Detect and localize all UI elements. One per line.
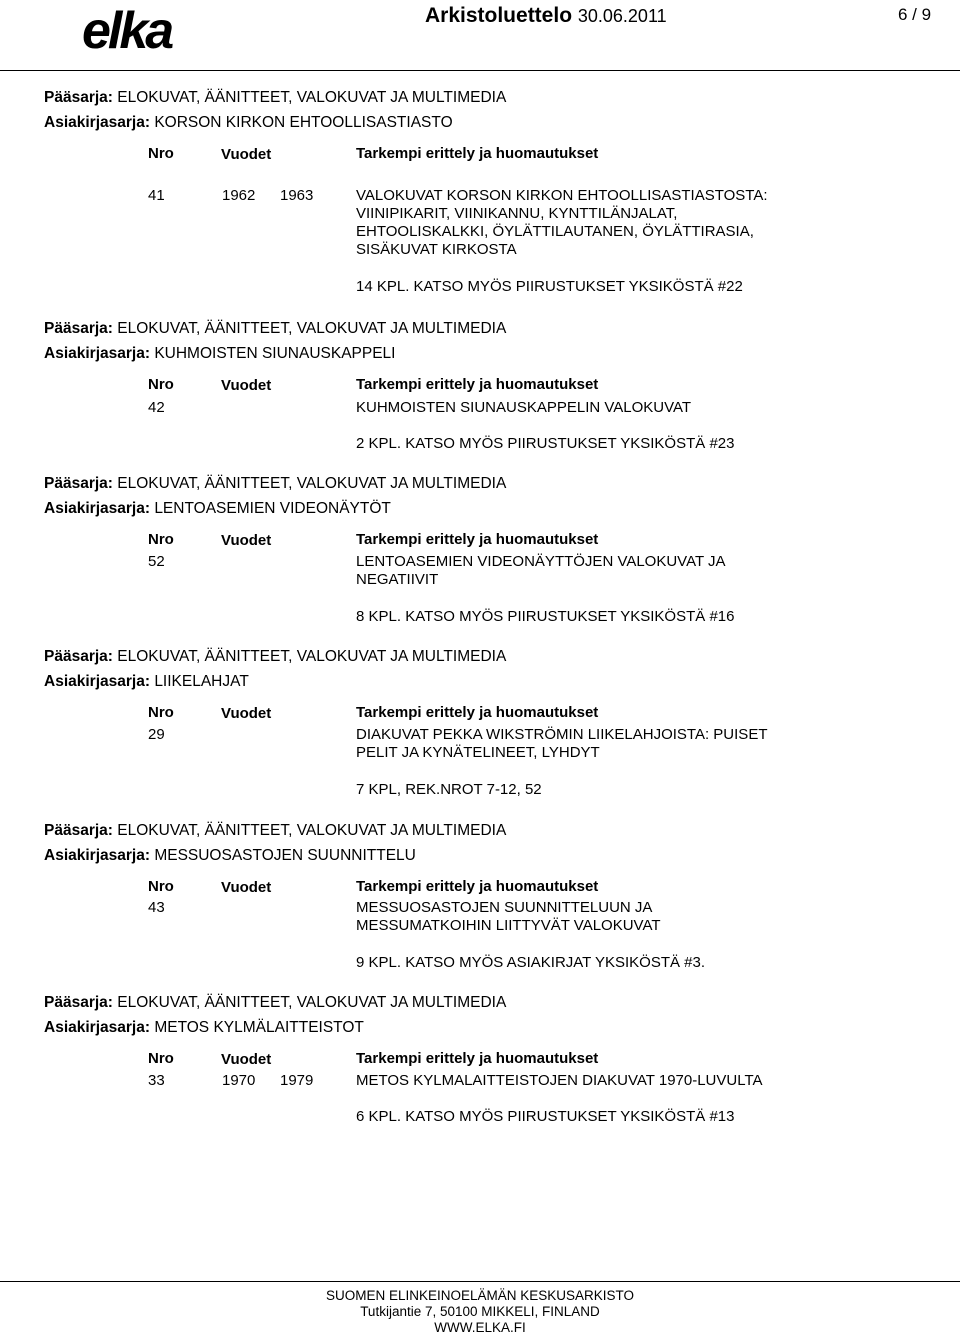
- sub-series-label: Asiakirjasarja:: [44, 673, 150, 690]
- sub-series-value: METOS KYLMÄLAITTEISTOT: [154, 1019, 364, 1036]
- sub-series-value: KORSON KIRKON EHTOOLLISASTIASTO: [154, 114, 453, 131]
- main-series-line: [44, 822, 506, 840]
- item-note: 6 KPL. KATSO MYÖS PIIRUSTUKSET YKSIKÖSTÄ #13: [356, 1108, 735, 1125]
- item-note: 9 KPL. KATSO MYÖS ASIAKIRJAT YKSIKÖSTÄ #3.: [356, 954, 706, 971]
- footer-website: WWW.ELKA.FI: [434, 1320, 526, 1335]
- document-title: [425, 4, 667, 28]
- sub-series-line: [44, 847, 416, 865]
- item-number: 43: [148, 899, 165, 916]
- sub-series-value: LIIKELAHJAT: [154, 673, 249, 690]
- column-header-nro: Nro: [148, 878, 174, 895]
- main-series-value: ELOKUVAT, ÄÄNITTEET, VALOKUVAT JA MULTIMEDIA: [117, 89, 507, 106]
- header-divider: [0, 70, 960, 71]
- main-series-value: ELOKUVAT, ÄÄNITTEET, VALOKUVAT JA MULTIMEDIA: [117, 822, 507, 839]
- description-line: DIAKUVAT PEKKA WIKSTRÖMIN LIIKELAHJOISTA: PUISET: [356, 726, 768, 743]
- column-header-details: Tarkempi erittely ja huomautukset: [356, 1050, 599, 1067]
- item-number: 33: [148, 1072, 165, 1089]
- year-start: 1970: [222, 1072, 256, 1089]
- description-line: VIINIPIKARIT, VIINIKANNU, KYNTTILÄNJALAT,: [356, 205, 678, 222]
- page-number: 6 / 9: [898, 5, 932, 24]
- column-header-years: Vuodet: [221, 146, 272, 163]
- sub-series-line: [44, 1019, 364, 1037]
- main-series-line: [44, 648, 506, 666]
- column-header-nro: Nro: [148, 704, 174, 721]
- item-note: 2 KPL. KATSO MYÖS PIIRUSTUKSET YKSIKÖSTÄ #23: [356, 435, 735, 452]
- column-header-details: Tarkempi erittely ja huomautukset: [356, 531, 599, 548]
- item-number: 52: [148, 553, 165, 570]
- sub-series-label: Asiakirjasarja:: [44, 500, 150, 517]
- year-end: 1963: [280, 187, 314, 204]
- main-series-value: ELOKUVAT, ÄÄNITTEET, VALOKUVAT JA MULTIMEDIA: [117, 648, 507, 665]
- description-line: KUHMOISTEN SIUNAUSKAPPELIN VALOKUVAT: [356, 399, 692, 416]
- footer-divider: [0, 1281, 960, 1282]
- column-header-nro: Nro: [148, 376, 174, 393]
- column-header-years: Vuodet: [221, 532, 272, 549]
- column-header-details: Tarkempi erittely ja huomautukset: [356, 878, 599, 895]
- column-header-details: Tarkempi erittely ja huomautukset: [356, 145, 599, 162]
- main-series-line: [44, 320, 506, 338]
- column-header-nro: Nro: [148, 145, 174, 162]
- description-line: NEGATIIVIT: [356, 571, 439, 588]
- column-header-years: Vuodet: [221, 1051, 272, 1068]
- svg-text:elka: elka: [82, 6, 172, 56]
- main-series-label: Pääsarja:: [44, 822, 113, 839]
- item-number: 29: [148, 726, 165, 743]
- page-footer: [0, 1288, 960, 1336]
- column-header-details: Tarkempi erittely ja huomautukset: [356, 704, 599, 721]
- year-end: 1979: [280, 1072, 314, 1089]
- main-series-value: ELOKUVAT, ÄÄNITTEET, VALOKUVAT JA MULTIMEDIA: [117, 994, 507, 1011]
- sub-series-line: [44, 500, 391, 518]
- column-header-details: Tarkempi erittely ja huomautukset: [356, 376, 599, 393]
- column-header-years: Vuodet: [221, 377, 272, 394]
- sub-series-label: Asiakirjasarja:: [44, 847, 150, 864]
- main-series-line: [44, 89, 506, 107]
- main-series-value: ELOKUVAT, ÄÄNITTEET, VALOKUVAT JA MULTIMEDIA: [117, 320, 507, 337]
- description-line: MESSUOSASTOJEN SUUNNITTELUUN JA: [356, 899, 653, 916]
- description-line: METOS KYLMALAITTEISTOJEN DIAKUVAT 1970-LUVULTA: [356, 1072, 763, 1089]
- description-line: PELIT JA KYNÄTELINEET, LYHDYT: [356, 744, 600, 761]
- main-series-label: Pääsarja:: [44, 475, 113, 492]
- page-header: [0, 0, 960, 74]
- document-title-text: Arkistoluettelo: [425, 4, 573, 27]
- footer-organization: SUOMEN ELINKEINOELÄMÄN KESKUSARKISTO: [325, 1288, 635, 1303]
- main-series-value: ELOKUVAT, ÄÄNITTEET, VALOKUVAT JA MULTIMEDIA: [117, 475, 507, 492]
- main-series-label: Pääsarja:: [44, 994, 113, 1011]
- description-line: MESSUMATKOIHIN LIITTYVÄT VALOKUVAT: [356, 917, 661, 934]
- main-series-label: Pääsarja:: [44, 89, 113, 106]
- item-note: 8 KPL. KATSO MYÖS PIIRUSTUKSET YKSIKÖSTÄ #16: [356, 608, 735, 625]
- column-header-nro: Nro: [148, 1050, 174, 1067]
- description-line: EHTOOLISKALKKI, ÖYLÄTTILAUTANEN, ÖYLÄTTIRASIA,: [356, 223, 754, 240]
- sub-series-line: [44, 673, 249, 691]
- item-number: 42: [148, 399, 165, 416]
- item-note: 7 KPL, REK.NROT 7-12, 52: [356, 781, 542, 798]
- column-header-nro: Nro: [148, 531, 174, 548]
- year-start: 1962: [222, 187, 256, 204]
- main-series-line: [44, 475, 506, 493]
- document-date: 30.06.2011: [577, 6, 667, 26]
- sub-series-line: [44, 345, 395, 363]
- description-line: SISÄKUVAT KIRKOSTA: [356, 241, 517, 258]
- description-line: LENTOASEMIEN VIDEONÄYTTÖJEN VALOKUVAT JA: [356, 553, 726, 570]
- description-line: VALOKUVAT KORSON KIRKON EHTOOLLISASTIASTOSTA:: [356, 187, 768, 204]
- main-series-label: Pääsarja:: [44, 320, 113, 337]
- sub-series-value: LENTOASEMIEN VIDEONÄYTÖT: [154, 500, 391, 517]
- column-header-years: Vuodet: [221, 705, 272, 722]
- sub-series-value: KUHMOISTEN SIUNAUSKAPPELI: [154, 345, 396, 362]
- main-series-label: Pääsarja:: [44, 648, 113, 665]
- column-header-years: Vuodet: [221, 879, 272, 896]
- item-number: 41: [148, 187, 165, 204]
- sub-series-label: Asiakirjasarja:: [44, 1019, 150, 1036]
- sub-series-value: MESSUOSASTOJEN SUUNNITTELU: [154, 847, 416, 864]
- elka-logo: [82, 6, 200, 56]
- sub-series-label: Asiakirjasarja:: [44, 114, 150, 131]
- sub-series-label: Asiakirjasarja:: [44, 345, 150, 362]
- sub-series-line: [44, 114, 453, 132]
- footer-address: Tutkijantie 7, 50100 MIKKELI, FINLAND: [360, 1304, 600, 1319]
- main-series-line: [44, 994, 506, 1012]
- item-note: 14 KPL. KATSO MYÖS PIIRUSTUKSET YKSIKÖSTÄ #22: [356, 278, 743, 295]
